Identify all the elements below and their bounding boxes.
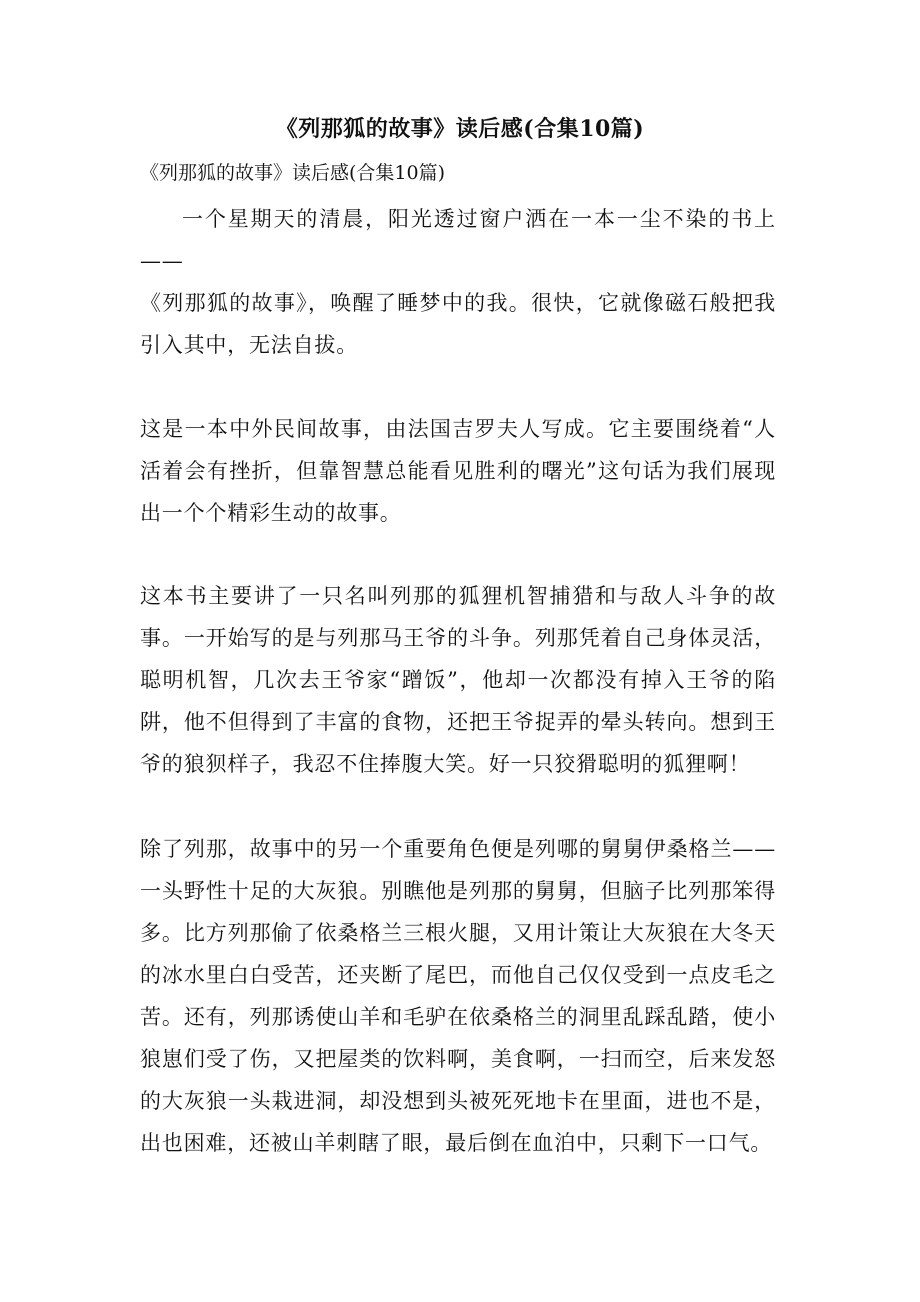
- paragraph-2: 这是一本中外民间故事，由法国吉罗夫人写成。它主要围绕着“人活着会有挫折，但靠智慧总能看见胜利的曙光”这句话为我们展现出一个个精彩生动的故事。: [140, 417, 776, 525]
- document-title: 《列那狐的故事》读后感(合集10篇): [275, 116, 645, 142]
- paragraph-1: [140, 198, 776, 366]
- document-subtitle: 《列那狐的故事》读后感(合集10篇): [140, 162, 446, 184]
- paragraph-3: 这本书主要讲了一只名叫列那的狐狸机智捕猎和与敌人斗争的故事。一开始写的是与列那马王爷的斗争。列那凭着自己身体灵活，聪明机智，几次去王爷家“蹭饭”，他却一次都没有掉入王爷的陷阱，他不但得到了丰富的食物，还把王爷捉弄的晕头转向。想到王爷的狼狈样子，我忍不住捧腹大笑。好一只狡猾聪明的狐狸啊！: [140, 584, 776, 776]
- paragraph-1-lead: 一个星期天的清晨，阳光透过窗户洒在一本一尘不染的书上——: [140, 207, 776, 273]
- paragraph-4: 除了列那，故事中的另一个重要角色便是列哪的舅舅伊桑格兰——一头野性十足的大灰狼。别瞧他是列那的舅舅，但脑子比列那笨得多。比方列那偷了依桑格兰三根火腿，又用计策让大灰狼在大冬天的冰水里白白受苦，还夹断了尾巴，而他自己仅仅受到一点皮毛之苦。还有，列那诱使山羊和毛驴在依桑格兰的洞里乱踩乱踏，使小狼崽们受了伤，又把屋类的饮料啊，美食啊，一扫而空，后来发怒的大灰狼一头栽进洞，却没想到头被死死地卡在里面，进也不是，出也困难，还被山羊刺瞎了眼，最后倒在血泊中，只剩下一口气。: [140, 837, 776, 1155]
- paragraph-1-rest: 《列那狐的故事》，唤醒了睡梦中的我。很快，它就像磁石般把我引入其中，无法自拔。: [140, 291, 776, 357]
